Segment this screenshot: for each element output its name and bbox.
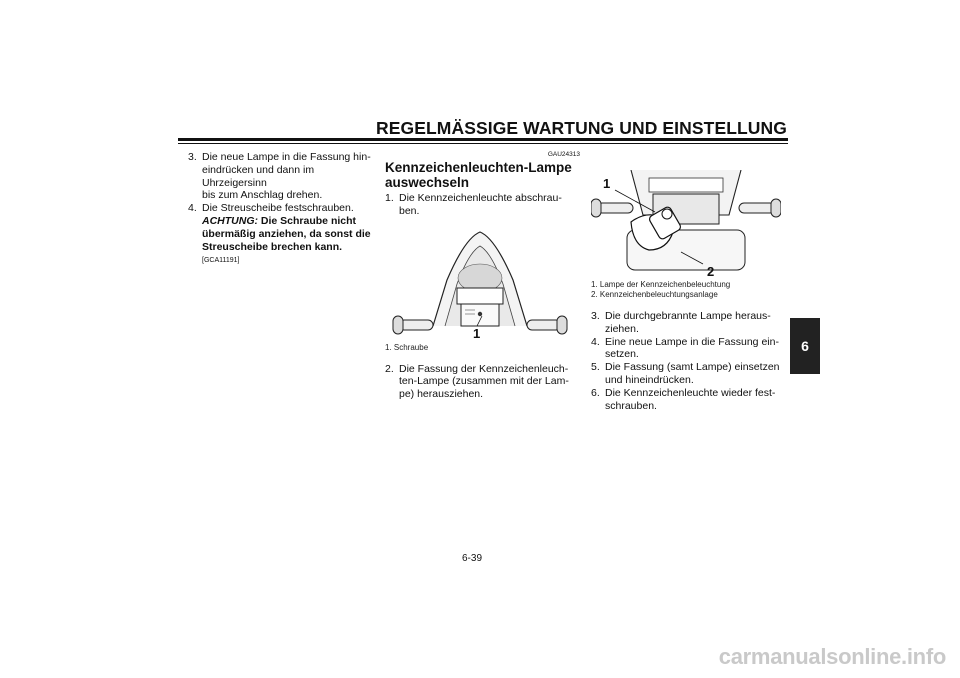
step-4 <box>591 336 791 362</box>
step-text: Die Kennzeichenleuchte abschrau- ben. <box>399 192 562 217</box>
step-text: Die Kennzeichenleuchte wieder fest- schrauben. <box>605 386 776 412</box>
left-column <box>188 151 378 268</box>
watermark[interactable]: carmanualsonline.info <box>718 644 946 669</box>
step-3 <box>591 310 791 336</box>
figure-caption: 1. Schraube <box>385 342 429 352</box>
rear-fender-illustration <box>385 218 575 343</box>
step-number: 3. <box>591 310 600 322</box>
middle-column <box>385 151 580 401</box>
figure-callout: 2 <box>707 264 715 279</box>
step-number: 3. <box>188 151 197 163</box>
step-2 <box>385 363 580 401</box>
figure-caption: 1. Lampe der Kennzeichenbeleuchtung <box>591 280 731 289</box>
step-3 <box>188 151 378 202</box>
header-rule <box>178 138 788 141</box>
step-number: 1. <box>385 192 394 204</box>
figure-callout: 1 <box>473 325 481 341</box>
step-text: Die neue Lampe in die Fassung hin- eindrücken und dann im Uhrzeigersinn bis zum Anschlag drehen. <box>202 151 371 202</box>
step-list <box>591 310 791 412</box>
header-rule-thin <box>178 143 788 144</box>
step-text: Die Fassung der Kennzeichenleuch- ten-Lampe (zusammen mit der Lam- pe) herausziehen. <box>399 362 569 401</box>
right-column <box>591 170 791 412</box>
figure-caption: 2. Kennzeichenbeleuchtungsanlage <box>591 290 718 299</box>
step-number: 6. <box>591 386 600 399</box>
step-number: 5. <box>591 361 600 374</box>
step-5 <box>591 361 791 387</box>
caution-text: Die Schraube nicht übermäßig anziehen, da sonst die Streuscheibe brechen kann. <box>202 214 371 253</box>
chapter-tab[interactable]: 6 <box>790 318 820 374</box>
step-text: Eine neue Lampe in die Fassung ein- setzen. <box>605 335 779 361</box>
caution-notice <box>188 215 378 268</box>
caution-code: [GCA11191] <box>202 257 240 265</box>
step-1 <box>385 192 580 218</box>
figure-callout: 1 <box>603 176 611 191</box>
section-heading: Kennzeichenleuchten-Lampe auswechseln <box>385 160 572 190</box>
step-number: 2. <box>385 362 394 375</box>
step-text: Die Streuscheibe festschrauben. <box>202 202 354 215</box>
step-6 <box>591 387 791 413</box>
caution-keyword: ACHTUNG: <box>202 214 258 227</box>
step-number: 4. <box>188 202 197 215</box>
step-4 <box>188 202 378 215</box>
reference-code: GAU24313 <box>547 151 580 158</box>
page-number: 6-39 <box>462 553 483 564</box>
step-text: Die durchgebrannte Lampe heraus- ziehen. <box>605 310 771 335</box>
page-title: REGELMÄSSIGE WARTUNG UND EINSTELLUNG <box>376 118 787 138</box>
step-number: 4. <box>591 335 600 348</box>
license-light-illustration <box>591 170 781 280</box>
step-text: Die Fassung (samt Lampe) einsetzen und hineindrücken. <box>605 361 780 386</box>
